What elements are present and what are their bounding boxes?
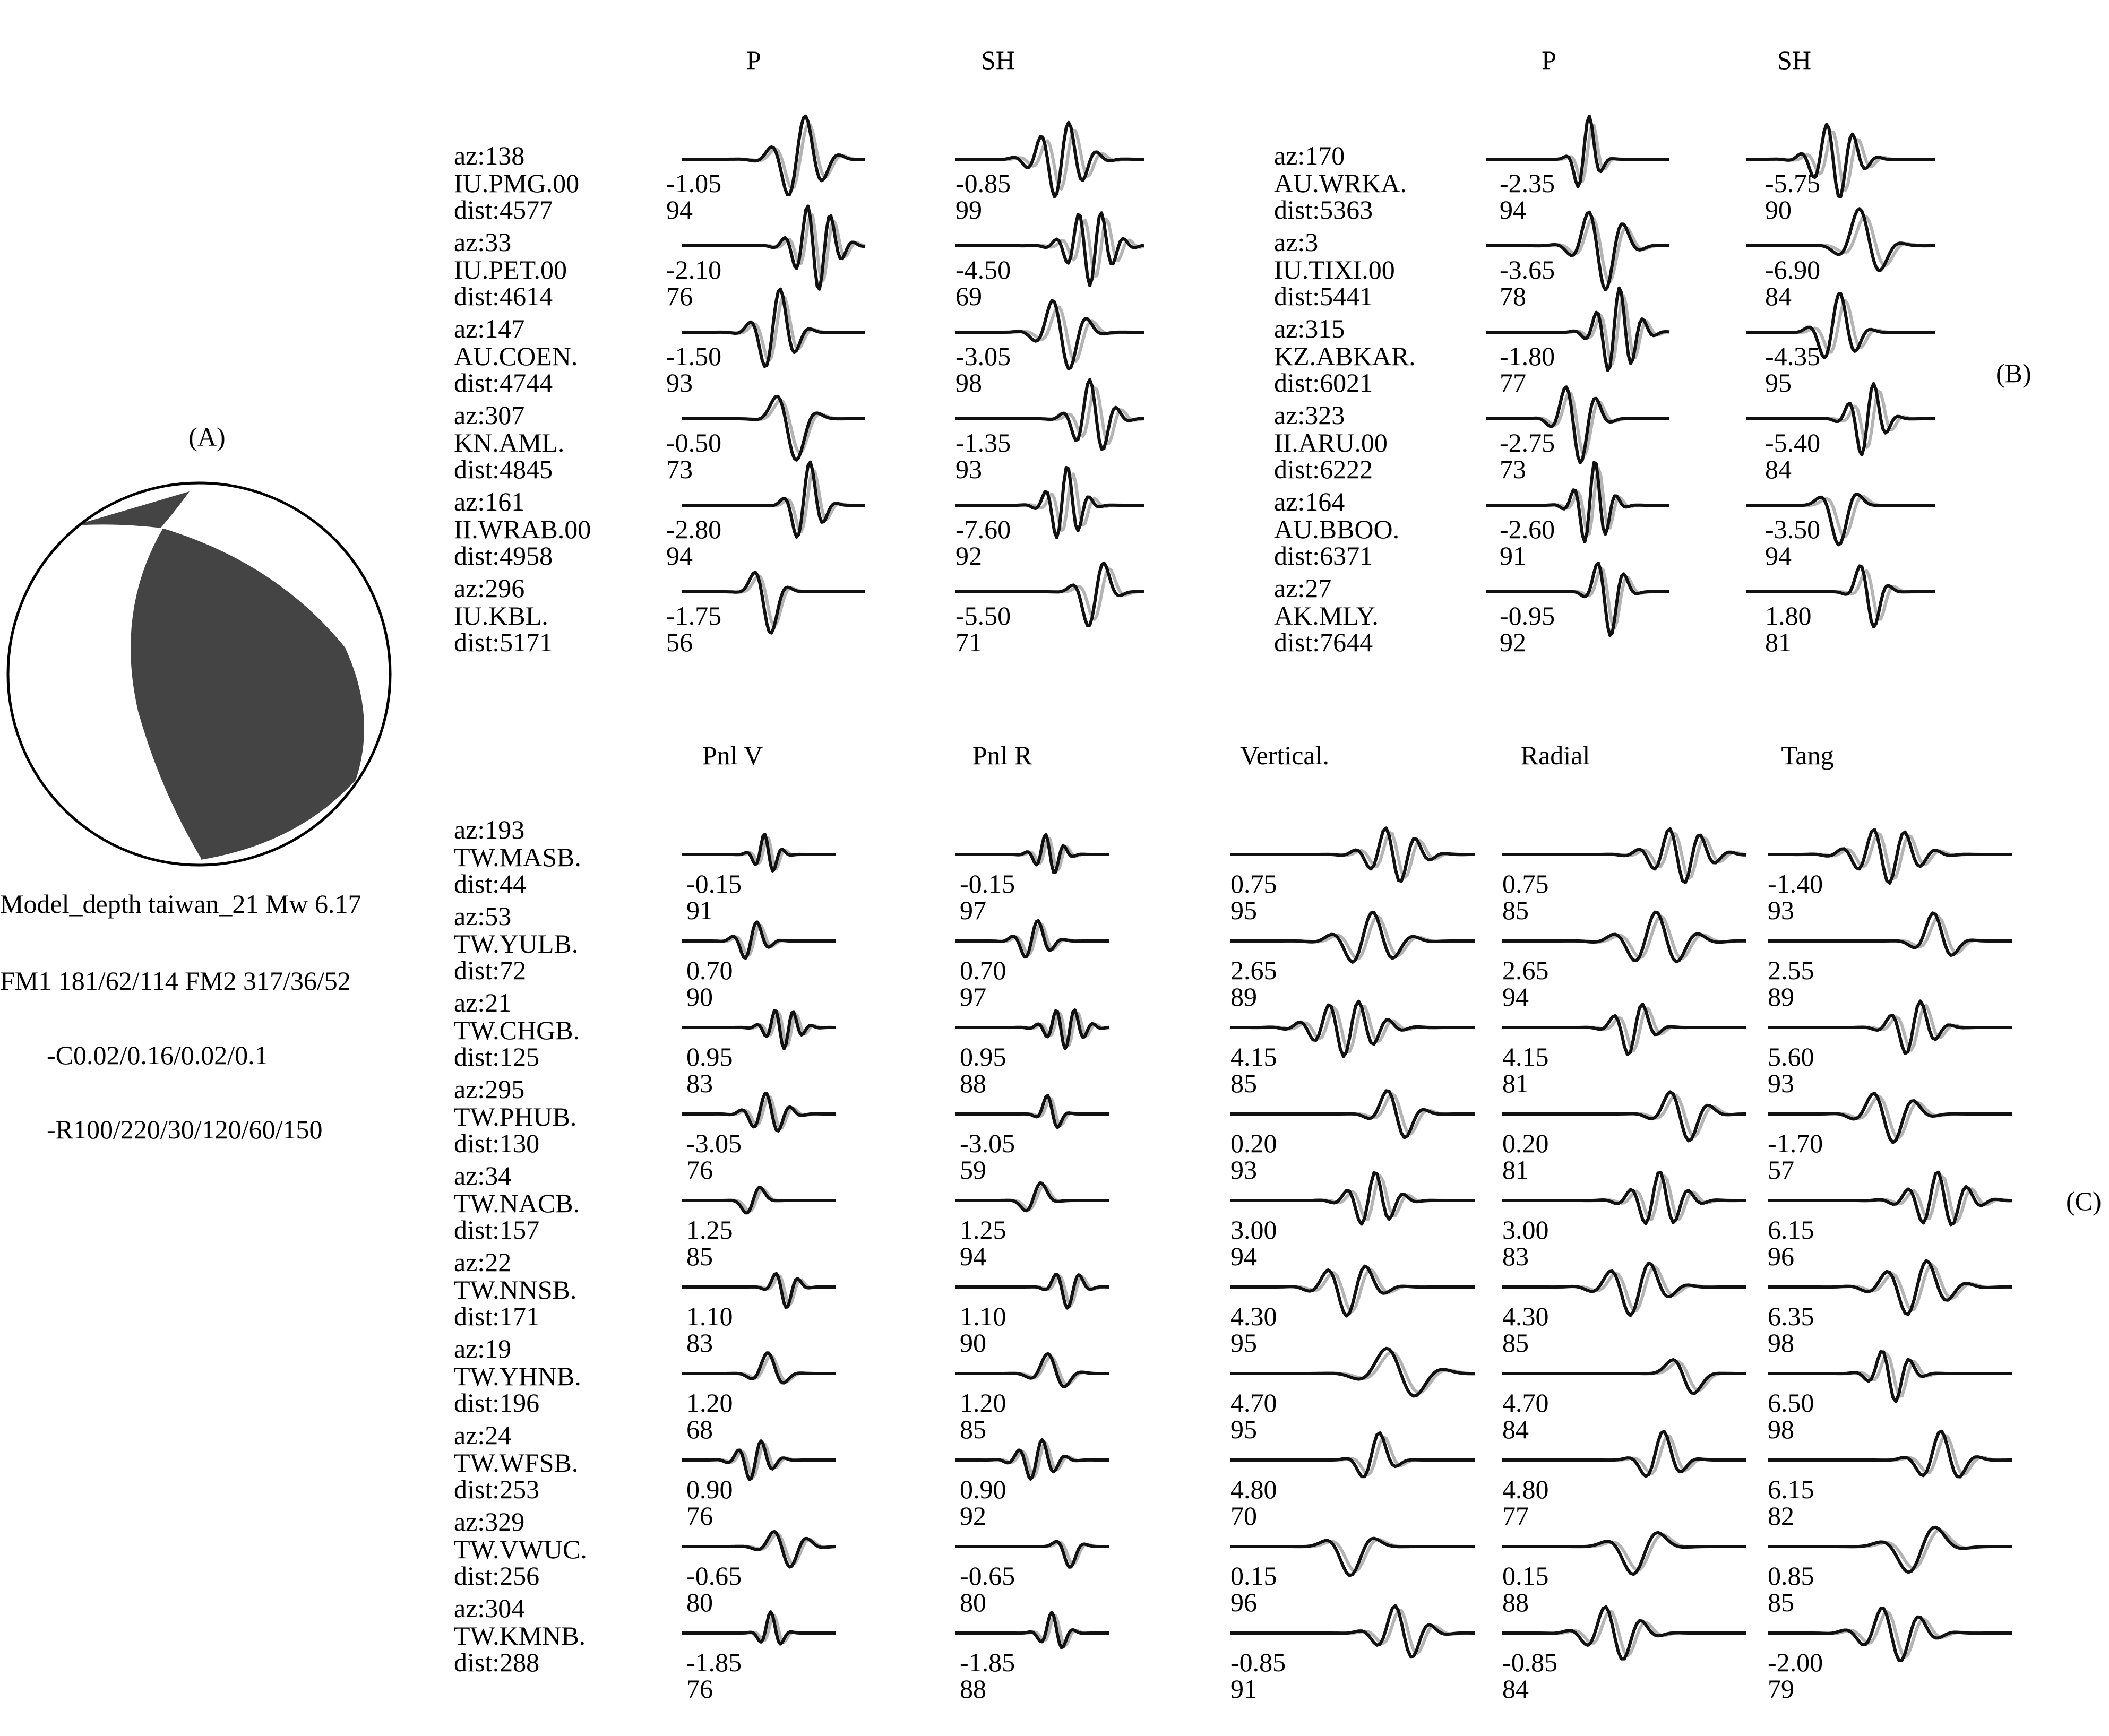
component-correlation: 83 [1502, 1241, 1529, 1271]
p-time-shift: -1.75 [666, 601, 722, 631]
component-correlation: 70 [1230, 1501, 1257, 1531]
component-synthetic-waveform [682, 1276, 836, 1305]
sh-time-shift: -4.50 [955, 255, 1011, 284]
component-correlation: 89 [1768, 982, 1794, 1012]
station-distance: dist:256 [454, 1561, 540, 1591]
component-correlation: 82 [1768, 1501, 1794, 1531]
station-azimuth: az:27 [1274, 573, 1332, 603]
station-azimuth: az:193 [454, 815, 525, 844]
component-time-shift: -0.85 [1502, 1647, 1558, 1677]
component-time-shift: 4.80 [1230, 1474, 1277, 1504]
tele-station-row [454, 380, 1144, 485]
station-azimuth: az:323 [1274, 400, 1345, 430]
component-time-shift: 4.70 [1502, 1388, 1549, 1418]
component-correlation: 91 [1230, 1674, 1257, 1704]
component-time-shift: 0.95 [960, 1042, 1006, 1072]
sh-time-shift: -5.40 [1765, 428, 1821, 457]
component-correlation: 76 [686, 1674, 713, 1704]
station-azimuth: az:19 [454, 1334, 512, 1363]
component-observed-waveform [955, 1096, 1109, 1128]
station-distance: dist:6371 [1274, 541, 1373, 571]
sh-correlation: 84 [1765, 281, 1792, 311]
component-time-shift: 4.30 [1230, 1301, 1277, 1331]
component-time-shift: -1.85 [960, 1647, 1015, 1677]
p-time-shift: -2.10 [666, 255, 722, 284]
component-observed-waveform [955, 1612, 1109, 1647]
sh-time-shift: -0.85 [955, 168, 1011, 198]
station-code: TW.NACB. [454, 1188, 580, 1218]
component-correlation: 85 [686, 1241, 713, 1271]
component-time-shift: 0.85 [1768, 1561, 1814, 1591]
sh-correlation: 90 [1765, 195, 1792, 224]
component-time-shift: -0.15 [960, 869, 1015, 899]
component-time-shift: -0.65 [960, 1561, 1015, 1591]
component-correlation: 90 [960, 1328, 986, 1358]
component-correlation: 94 [1230, 1241, 1257, 1271]
component-time-shift: 0.95 [686, 1042, 733, 1072]
component-observed-waveform [682, 922, 836, 958]
station-distance: dist:253 [454, 1474, 540, 1504]
station-code: TW.MASB. [454, 842, 581, 872]
header-sh-left: SH [981, 45, 1015, 75]
component-time-shift: 0.15 [1230, 1561, 1277, 1591]
station-code: TW.VWUC. [454, 1534, 587, 1564]
station-azimuth: az:24 [454, 1420, 512, 1450]
station-azimuth: az:315 [1274, 314, 1345, 343]
station-code: TW.CHGB. [454, 1015, 580, 1045]
station-code: IU.KBL. [454, 601, 548, 631]
component-time-shift: 6.15 [1768, 1474, 1814, 1504]
p-correlation: 77 [1500, 368, 1526, 398]
component-correlation: 81 [1502, 1068, 1529, 1098]
component-correlation: 84 [1502, 1674, 1529, 1704]
station-azimuth: az:170 [1274, 141, 1345, 170]
component-correlation: 83 [686, 1068, 713, 1098]
component-correlation: 68 [686, 1414, 713, 1444]
component-time-shift: 0.70 [960, 955, 1006, 985]
component-time-shift: 1.10 [960, 1301, 1006, 1331]
p-correlation: 94 [666, 195, 693, 224]
component-time-shift: -3.05 [960, 1128, 1015, 1158]
station-code: IU.TIXI.00 [1274, 255, 1395, 284]
tele-station-row [1274, 209, 1935, 311]
p-correlation: 78 [1500, 281, 1526, 311]
component-correlation: 93 [1768, 1068, 1794, 1098]
sh-correlation: 92 [955, 541, 982, 571]
tele-station-row [1274, 288, 1935, 398]
station-azimuth: az:296 [454, 573, 525, 603]
component-synthetic-waveform [1768, 917, 2012, 953]
component-time-shift: 6.35 [1768, 1301, 1814, 1331]
sh-correlation: 95 [1765, 368, 1792, 398]
component-time-shift: 4.15 [1230, 1042, 1277, 1072]
station-azimuth: az:329 [454, 1507, 525, 1536]
header-p-left: P [746, 45, 761, 75]
tele-station-row [454, 116, 1144, 224]
component-time-shift: -1.70 [1768, 1128, 1823, 1158]
component-correlation: 59 [960, 1155, 986, 1185]
tele-station-row [454, 462, 1144, 571]
station-distance: dist:196 [454, 1388, 540, 1418]
component-time-shift: 3.00 [1502, 1215, 1549, 1245]
component-time-shift: 0.15 [1502, 1561, 1549, 1591]
component-synthetic-waveform [1230, 917, 1475, 959]
sh-correlation: 71 [955, 627, 982, 657]
p-time-shift: -2.75 [1500, 428, 1555, 457]
station-distance: dist:7644 [1274, 627, 1373, 657]
component-correlation: 97 [960, 895, 986, 925]
regional-rows-group [454, 815, 2012, 1704]
sh-time-shift: 1.80 [1765, 601, 1812, 631]
component-observed-waveform [1502, 1431, 1746, 1476]
component-observed-waveform [955, 1440, 1109, 1479]
p-correlation: 56 [666, 627, 693, 657]
teleseismic-panel [454, 45, 2031, 657]
component-correlation: 83 [686, 1328, 713, 1358]
component-correlation: 96 [1768, 1241, 1794, 1271]
component-time-shift: -0.85 [1230, 1647, 1286, 1677]
component-observed-waveform [1768, 1431, 2012, 1477]
component-correlation: 85 [960, 1414, 986, 1444]
component-correlation: 76 [686, 1155, 713, 1185]
station-code: AU.COEN. [454, 341, 578, 371]
component-correlation: 94 [960, 1241, 986, 1271]
component-correlation: 85 [1230, 1068, 1257, 1098]
station-code: IU.PET.00 [454, 255, 567, 284]
component-time-shift: 1.20 [960, 1388, 1006, 1418]
p-correlation: 73 [1500, 454, 1526, 484]
sh-time-shift: -7.60 [955, 514, 1011, 544]
component-time-shift: 2.55 [1768, 955, 1814, 985]
component-synthetic-waveform [1230, 1437, 1475, 1475]
component-synthetic-waveform [955, 1357, 1109, 1385]
component-observed-waveform [682, 834, 836, 871]
station-code: TW.NNSB. [454, 1275, 577, 1305]
station-azimuth: az:295 [454, 1074, 525, 1104]
station-code: AU.BBOO. [1274, 514, 1400, 544]
station-azimuth: az:164 [1274, 487, 1345, 516]
sh-time-shift: -6.90 [1765, 255, 1821, 284]
component-correlation: 95 [1230, 895, 1257, 925]
tele-station-row [1274, 384, 1935, 484]
p-correlation: 94 [1500, 195, 1526, 224]
station-azimuth: az:34 [454, 1161, 512, 1190]
station-distance: dist:44 [454, 869, 527, 899]
station-distance: dist:4744 [454, 368, 553, 398]
component-correlation: 76 [686, 1501, 713, 1531]
component-correlation: 95 [1230, 1328, 1257, 1358]
r-line: -R100/220/30/120/60/150 [47, 1115, 323, 1144]
sh-time-shift: -5.75 [1765, 168, 1821, 198]
component-correlation: 95 [1230, 1414, 1257, 1444]
tele-station-row [1274, 563, 1935, 657]
station-azimuth: az:53 [454, 901, 512, 931]
header-sh-right: SH [1777, 45, 1811, 75]
regional-station-row [454, 815, 2012, 925]
component-time-shift: 4.30 [1502, 1301, 1549, 1331]
beachball [8, 483, 390, 865]
station-distance: dist:6222 [1274, 454, 1373, 484]
station-distance: dist:4614 [454, 281, 553, 311]
p-time-shift: -2.60 [1500, 514, 1555, 544]
sh-correlation: 94 [1765, 541, 1792, 571]
component-correlation: 84 [1502, 1414, 1529, 1444]
sh-time-shift: -3.05 [955, 341, 1011, 371]
component-time-shift: 1.25 [686, 1215, 733, 1245]
component-time-shift: -3.05 [686, 1128, 742, 1158]
station-code: AU.WRKA. [1274, 168, 1407, 198]
station-azimuth: az:22 [454, 1247, 512, 1277]
panel-label-b: (B) [1996, 358, 2031, 388]
component-time-shift: 1.10 [686, 1301, 733, 1331]
header-radial: Radial [1520, 740, 1590, 770]
p-time-shift: -0.95 [1500, 601, 1555, 631]
station-code: II.WRAB.00 [454, 514, 591, 544]
station-distance: dist:5363 [1274, 195, 1373, 224]
component-correlation: 85 [1502, 1328, 1529, 1358]
component-correlation: 93 [1230, 1155, 1257, 1185]
sh-correlation: 93 [955, 454, 982, 484]
component-time-shift: 1.25 [960, 1215, 1006, 1245]
station-azimuth: az:304 [454, 1593, 525, 1623]
header-tang: Tang [1781, 740, 1834, 770]
station-distance: dist:171 [454, 1301, 540, 1331]
station-code: II.ARU.00 [1274, 428, 1388, 457]
sh-correlation: 99 [955, 195, 982, 224]
p-correlation: 93 [666, 368, 693, 398]
component-correlation: 92 [960, 1501, 986, 1531]
header-p-right: P [1542, 45, 1556, 75]
tele-station-row [1274, 463, 1935, 571]
component-correlation: 88 [1502, 1587, 1529, 1617]
station-distance: dist:157 [454, 1215, 540, 1245]
component-time-shift: -1.85 [686, 1647, 742, 1677]
component-time-shift: 1.20 [686, 1388, 733, 1418]
station-azimuth: az:147 [454, 314, 525, 343]
component-synthetic-waveform [1502, 916, 1746, 958]
component-time-shift: -2.00 [1768, 1647, 1823, 1677]
station-code: TW.PHUB. [454, 1102, 577, 1132]
station-distance: dist:4958 [454, 541, 553, 571]
header-vertical: Vertical. [1240, 740, 1329, 770]
station-code: KN.AML. [454, 428, 565, 457]
station-azimuth: az:307 [454, 400, 525, 430]
component-time-shift: 6.15 [1768, 1215, 1814, 1245]
tele-station-row [1274, 116, 1935, 224]
header-pnl-v: Pnl V [702, 740, 763, 770]
tele-station-row [454, 289, 1144, 398]
tele-station-row [454, 563, 1144, 657]
component-time-shift: -0.65 [686, 1561, 742, 1591]
station-distance: dist:4577 [454, 195, 553, 224]
station-code: TW.WFSB. [454, 1448, 579, 1478]
component-time-shift: 6.50 [1768, 1388, 1814, 1418]
component-time-shift: 2.65 [1502, 955, 1549, 985]
component-synthetic-waveform [1502, 1436, 1746, 1474]
header-pnl-r: Pnl R [972, 740, 1032, 770]
component-time-shift: -1.40 [1768, 869, 1823, 899]
component-correlation: 91 [686, 895, 713, 925]
component-time-shift: 2.65 [1230, 955, 1277, 985]
component-correlation: 57 [1768, 1155, 1794, 1185]
component-correlation: 89 [1230, 982, 1257, 1012]
component-correlation: 85 [1502, 895, 1529, 925]
p-time-shift: -1.50 [666, 341, 722, 371]
station-distance: dist:5441 [1274, 281, 1373, 311]
p-time-shift: -0.50 [666, 428, 722, 457]
component-synthetic-waveform [955, 1099, 1109, 1126]
focal-mechanism-panel [0, 422, 390, 1144]
p-time-shift: -2.35 [1500, 168, 1555, 198]
component-time-shift: 0.90 [960, 1474, 1006, 1504]
station-code: KZ.ABKAR. [1274, 341, 1416, 371]
sh-correlation: 84 [1765, 454, 1792, 484]
component-time-shift: 0.70 [686, 955, 733, 985]
c-line: -C0.02/0.16/0.02/0.1 [47, 1040, 268, 1070]
component-correlation: 80 [960, 1587, 986, 1617]
station-azimuth: az:138 [454, 141, 525, 170]
station-azimuth: az:21 [454, 988, 512, 1017]
component-time-shift: 0.90 [686, 1474, 733, 1504]
component-observed-waveform [1230, 1433, 1475, 1476]
component-time-shift: 0.20 [1502, 1128, 1549, 1158]
component-time-shift: 3.00 [1230, 1215, 1277, 1245]
component-correlation: 85 [1768, 1587, 1794, 1617]
component-time-shift: 4.80 [1502, 1474, 1549, 1504]
component-correlation: 79 [1768, 1674, 1794, 1704]
component-correlation: 88 [960, 1068, 986, 1098]
component-time-shift: 0.20 [1230, 1128, 1277, 1158]
component-synthetic-waveform [955, 1276, 1109, 1305]
p-correlation: 94 [666, 541, 693, 571]
p-time-shift: -1.05 [666, 168, 722, 198]
station-distance: dist:125 [454, 1042, 540, 1072]
teleseismic-left-group [454, 116, 1144, 657]
station-code: IU.PMG.00 [454, 168, 580, 198]
component-correlation: 97 [960, 982, 986, 1012]
component-observed-waveform [955, 1354, 1109, 1387]
station-code: TW.YHNB. [454, 1361, 581, 1391]
component-correlation: 88 [960, 1674, 986, 1704]
station-distance: dist:288 [454, 1647, 540, 1677]
p-correlation: 76 [666, 281, 693, 311]
sh-correlation: 69 [955, 281, 982, 311]
station-azimuth: az:3 [1274, 227, 1319, 257]
p-correlation: 73 [666, 454, 693, 484]
station-azimuth: az:33 [454, 227, 512, 257]
panel-label-a: (A) [188, 422, 226, 452]
component-correlation: 94 [1502, 982, 1529, 1012]
panel-label-c: (C) [2066, 1186, 2102, 1216]
component-time-shift: -0.15 [686, 869, 742, 899]
component-observed-waveform [1768, 913, 2012, 955]
component-correlation: 81 [1502, 1155, 1529, 1185]
station-code: TW.KMNB. [454, 1621, 586, 1651]
station-distance: dist:72 [454, 955, 527, 985]
fm-line: FM1 181/62/114 FM2 317/36/52 [0, 966, 351, 996]
sh-time-shift: -3.50 [1765, 514, 1821, 544]
regional-panel [454, 740, 2102, 1704]
station-distance: dist:130 [454, 1128, 540, 1158]
station-code: TW.YULB. [454, 929, 579, 958]
model-line: Model_depth taiwan_21 Mw 6.17 [0, 889, 361, 919]
component-correlation: 93 [1768, 895, 1794, 925]
component-correlation: 98 [1768, 1328, 1794, 1358]
p-time-shift: -1.80 [1500, 341, 1555, 371]
component-time-shift: 0.75 [1230, 869, 1277, 899]
p-correlation: 91 [1500, 541, 1526, 571]
sh-time-shift: -5.50 [955, 601, 1011, 631]
station-distance: dist:4845 [454, 454, 553, 484]
sh-time-shift: -4.35 [1765, 341, 1821, 371]
teleseismic-right-group [1274, 116, 1935, 657]
p-time-shift: -2.80 [666, 514, 722, 544]
tele-station-row [454, 206, 1144, 311]
component-correlation: 98 [1768, 1414, 1794, 1444]
component-correlation: 80 [686, 1587, 713, 1617]
component-time-shift: 0.75 [1502, 869, 1549, 899]
component-synthetic-waveform [1768, 1436, 2012, 1475]
sh-time-shift: -1.35 [955, 428, 1011, 457]
component-time-shift: 5.60 [1768, 1042, 1814, 1072]
component-correlation: 77 [1502, 1501, 1529, 1531]
station-distance: dist:5171 [454, 627, 553, 657]
component-correlation: 96 [1230, 1587, 1257, 1617]
station-distance: dist:6021 [1274, 368, 1373, 398]
station-code: AK.MLY. [1274, 601, 1379, 631]
component-time-shift: 4.70 [1230, 1388, 1277, 1418]
sh-correlation: 98 [955, 368, 982, 398]
component-time-shift: 4.15 [1502, 1042, 1549, 1072]
sh-correlation: 81 [1765, 627, 1792, 657]
component-correlation: 90 [686, 982, 713, 1012]
station-azimuth: az:161 [454, 487, 525, 516]
p-time-shift: -3.65 [1500, 255, 1555, 284]
p-correlation: 92 [1500, 627, 1526, 657]
